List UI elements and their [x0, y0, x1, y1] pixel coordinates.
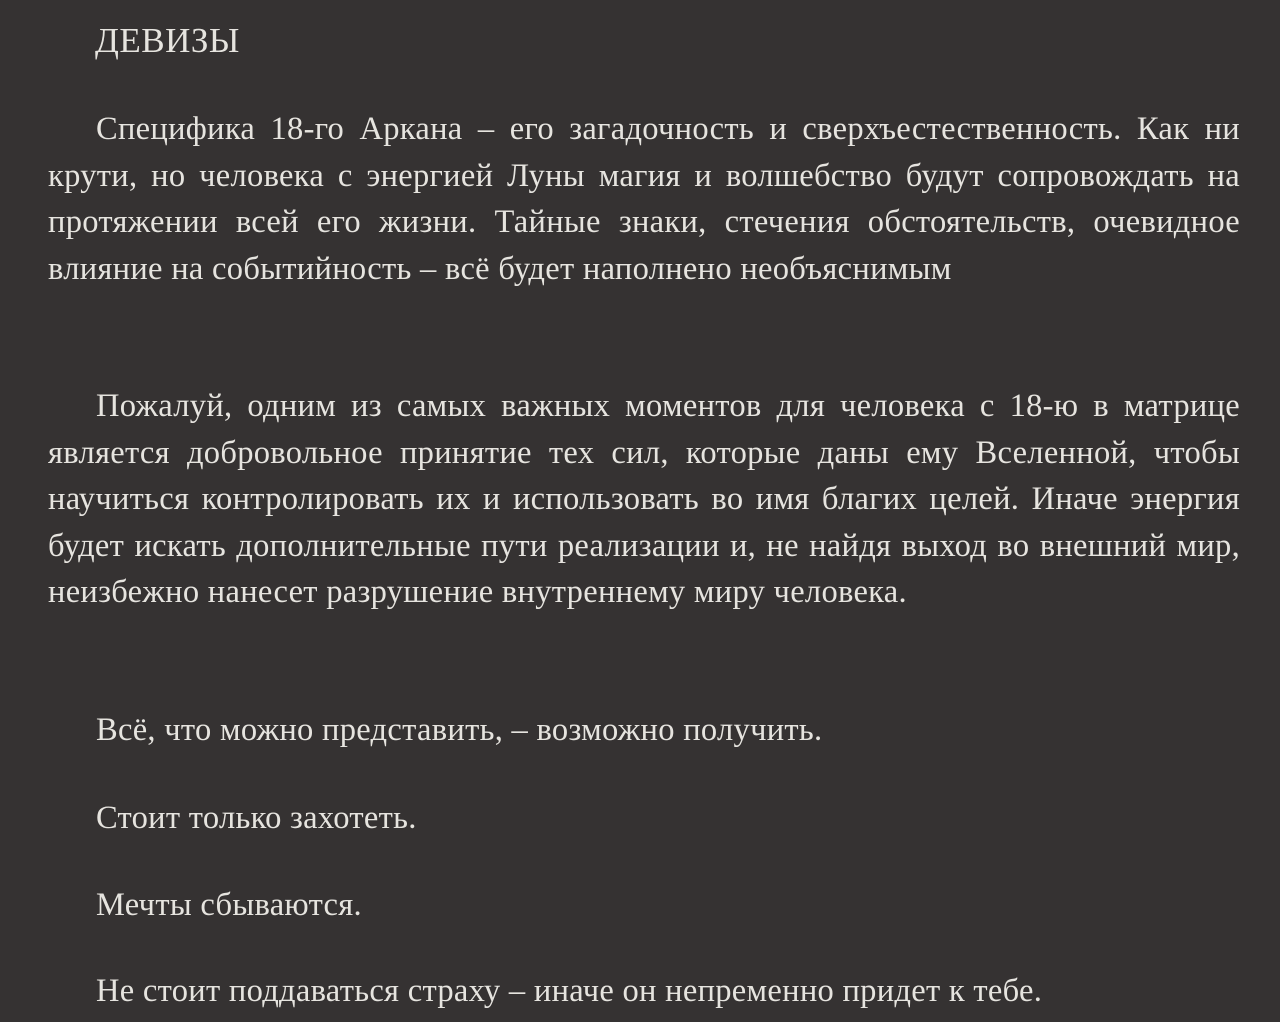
motto-line: Мечты сбываются. — [96, 887, 362, 923]
motto-line: Не стоит поддаваться страху – иначе он непременно придет к тебе. — [96, 973, 1043, 1009]
page-title: ДЕВИЗЫ — [95, 21, 240, 60]
paragraph-arcana-specifics: Специфика 18-го Аркана – его загадочность и сверхъестественность. Как ни крути, но человека с энергией Луны магия и волшебство будут сопровождать на протяжении всей его жизни. Тайные знаки, стечения обстоятельств, очевидное влияние на событийность – всё будет наполнено необъяснимым — [48, 111, 1240, 287]
motto-line: Стоит только захотеть. — [96, 800, 417, 836]
motto-line: Всё, что можно представить, – возможно получить. — [96, 712, 823, 748]
paragraph-accepting-forces: Пожалуй, одним из самых важных моментов для человека с 18-ю в матрице является добровольное принятие тех сил, которые даны ему Вселенной, чтобы научиться контролировать их и использовать во имя благих целей. Иначе энергия будет искать дополнительные пути реализации и, не найдя выход во внешний мир, неизбежно нанесет разрушение внутреннему миру человека. — [48, 388, 1240, 610]
